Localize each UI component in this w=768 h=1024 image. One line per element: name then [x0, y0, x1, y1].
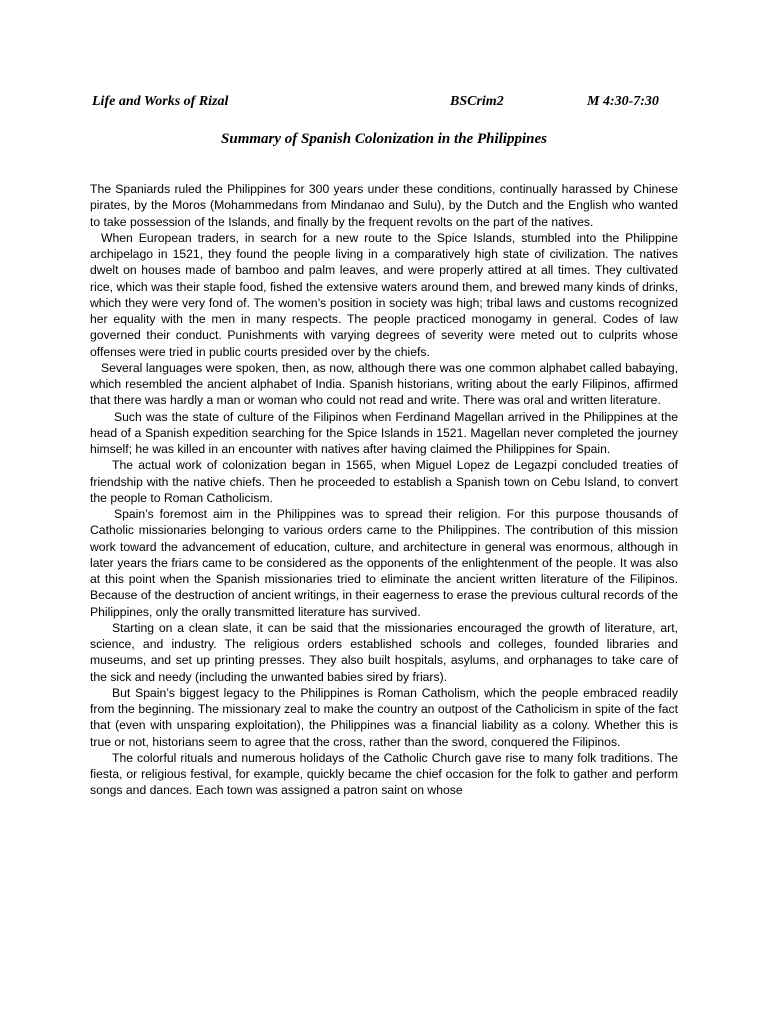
paragraph: Starting on a clean slate, it can be said that the missionaries encouraged the growth of literature, art, science, and industry. The religious orders established schools and colleges, founded libraries and museums, and set up printing presses. They also built hospitals, asylums, and orphanages to take care of the sick and needy (including the unwanted babies sired by friars). — [90, 620, 678, 684]
document-title: Summary of Spanish Colonization in the Philippines — [221, 131, 547, 147]
paragraph: When European traders, in search for a new route to the Spice Islands, stumbled into the Philippine archipelago in 1521, they found the people living in a comparatively high state of civilization. The natives dwelt on houses made of bamboo and palm leaves, and were properly attired at all times. They cultivated rice, which was their staple food, fished the extensive waters around them, and brewed many kinds of drinks, which they were very fond of. The women’s position in society was high; tribal laws and customs recognized her equality with the men in many respects. The people practiced monogamy in general. Codes of law governed their conduct. Punishments with varying degrees of severity were meted out to culprits whose offenses were tried in public courts presided over by the chiefs. — [90, 230, 678, 359]
document-header — [0, 94, 768, 112]
paragraph: The actual work of colonization began in 1565, when Miguel Lopez de Legazpi concluded treaties of friendship with the native chiefs. Then he proceeded to establish a Spanish town on Cebu Island, to convert the people to Roman Catholicism. — [90, 458, 678, 505]
paragraph: But Spain’s biggest legacy to the Philippines is Roman Catholism, which the people embraced readily from the beginning. The missionary zeal to make the country an outpost of the Catholicism in spite of the fact that (even with unsparing exploitation), the Philippines was a financial liability as a colony. Whether this is true or not, historians seem to agree that the cross, rather than the sword, conquered the Filipinos. — [90, 685, 678, 749]
paragraph: The colorful rituals and numerous holidays of the Catholic Church gave rise to many folk traditions. The fiesta, or religious festival, for example, quickly became the chief occasion for the folk to gather and perform songs and dances. Each town was assigned a patron saint on whose — [90, 750, 678, 798]
paragraph: The Spaniards ruled the Philippines for 300 years under these conditions, continually harassed by Chinese pirates, by the Moros (Mohammedans from Mindanao and Sulu), by the Dutch and the English who wanted to take possession of the Islands, and finally by the frequent revolts on the part of the natives. — [90, 182, 678, 229]
document-body — [90, 181, 678, 799]
paragraph: Such was the state of culture of the Filipinos when Ferdinand Magellan arrived in the Philippines at the head of a Spanish expedition searching for the Spice Islands in 1521. Magellan never completed the journey himself; he was killed in an encounter with natives after having claimed the Philippines for Spain. — [90, 409, 678, 456]
paragraph: Spain’s foremost aim in the Philippines was to spread their religion. For this purpose thousands of Catholic missionaries belonging to various orders came to the Philippines. The contribution of this mission work toward the advancement of education, culture, and architecture in general was enormous, although in later years the friars came to be considered as the opponents of the enlightenment of the people. It was also at this point when the Spanish missionaries tried to eliminate the ancient written literature of the Filipinos. Because of the destruction of ancient writings, in their eagerness to erase the previous cultural records of the Philippines, only the orally transmitted literature has survived. — [90, 507, 678, 619]
course-title: Life and Works of Rizal — [92, 94, 229, 109]
program-label: BSCrim2 — [450, 94, 504, 109]
paragraph: Several languages were spoken, then, as now, although there was one common alphabet called babaying, which resembled the ancient alphabet of India. Spanish historians, writing about the early Filipinos, affirmed that there was hardly a man or woman who could not read and write. There was oral and written literature. — [90, 360, 678, 408]
schedule-label: M 4:30-7:30 — [587, 94, 659, 109]
